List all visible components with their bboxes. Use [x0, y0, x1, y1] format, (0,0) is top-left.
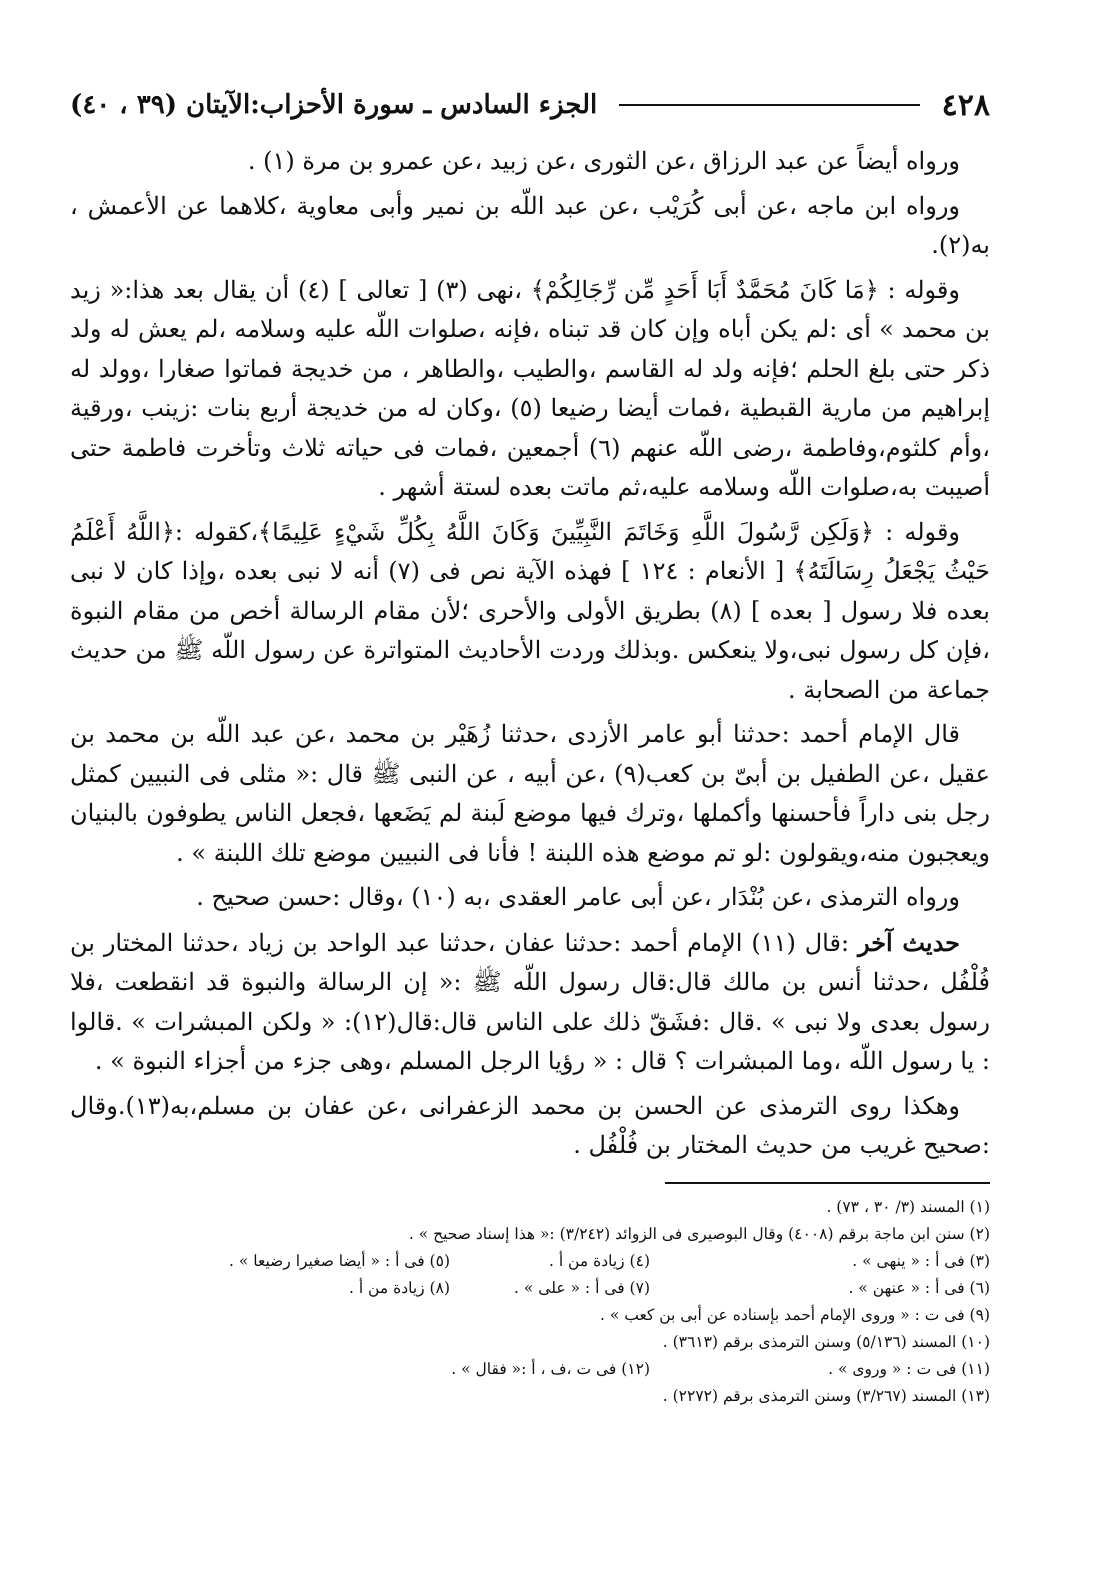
footnote-row	[70, 1356, 990, 1383]
paragraph-text: ورواه أيضاً عن عبد الرزاق ،عن الثورى ،عن زبيد ،عن عمرو بن مرة (١) .	[247, 147, 960, 175]
paragraph	[70, 271, 990, 508]
footnote: (٧) فى أ : « على » .	[514, 1279, 650, 1297]
paragraph-text: ورواه الترمذى ،عن بُنْدَار ،عن أبى عامر العقدى ،به (١٠) ،وقال :حسن صحيح .	[196, 883, 960, 911]
paragraph-text: :قال (١١) الإمام أحمد :حدثنا عفان ،حدثنا عبد الواحد بن زياد ،حدثنا المختار بن فُلْفُل ،حدثنا أنس بن مالك قال:قال رسول اللّه ﷺ :« إن الرسالة والنبوة قد انقطعت ،فلا رسول بعدى ولا نبى » .قال :فشَقّ ذلك على الناس قال:قال(١٢): « ولكن المبشرات » .قالوا : يا رسول اللّه ،وما المبشرات ؟ قال : « رؤيا الرجل المسلم ،وهى جزء من أجزاء النبوة » .	[70, 928, 990, 1075]
paragraph-text: وقوله : ﴿وَلَكِن رَّسُولَ اللَّهِ وَخَاتَمَ النَّبِيِّينَ وَكَانَ اللَّهُ بِكُلِّ شَيْءٍ عَلِيمًا﴾،كقوله :﴿اللَّهُ أَعْلَمُ حَيْثُ يَجْعَلُ رِسَالَتَهُ﴾ [ الأنعام : ١٢٤ ] فهذه الآية نص فى (٧) أنه لا نبى بعده ،وإذا كان لا نبى بعده فلا رسول [ بعده ] (٨) بطريق الأولى والأحرى ؛لأن مقام الرسالة أخص من مقام النبوة ،فإن كل رسول نبى،ولا ينعكس .وبذلك وردت الأحاديث المتواترة عن رسول اللّه ﷺ من حديث جماعة من الصحابة .	[70, 517, 991, 704]
footnote: (١٠) المسند (٥/١٣٦) وسنن الترمذى برقم (٣٦١٣) .	[662, 1333, 990, 1351]
footnote-row	[70, 1302, 990, 1329]
footnote: (٦) فى أ : « عنهن » .	[848, 1279, 990, 1297]
paragraph	[70, 715, 990, 873]
book-page	[70, 80, 990, 1410]
page-number: ٤٢٨	[941, 87, 990, 123]
footnote-row	[70, 1194, 990, 1221]
footnote: (٩) فى ت : « وروى الإمام أحمد بإسناده عن أبى بن كعب » .	[599, 1306, 990, 1324]
footnote-row	[70, 1221, 990, 1248]
footnote-row	[70, 1383, 990, 1410]
footnote: (١٣) المسند (٣/٢٦٧) وسنن الترمذى برقم (٢٢٧٢) .	[662, 1387, 990, 1405]
paragraph-text: وهكذا روى الترمذى عن الحسن بن محمد الزعفرانى ،عن عفان بن مسلم،به(١٣).وقال :صحيح غريب من حديث المختار بن فُلْفُل .	[70, 1091, 990, 1159]
paragraph	[70, 142, 990, 182]
footnote: (٨) زيادة من أ .	[348, 1279, 450, 1297]
paragraph-text: قال الإمام أحمد :حدثنا أبو عامر الأزدى ،حدثنا زُهَيْر بن محمد ،عن عبد اللّه بن محمد بن عقيل ،عن الطفيل بن أبىّ بن كعب(٩) ،عن أبيه ، عن النبى ﷺ قال :« مثلى فى النبيين كمثل رجل بنى داراً فأحسنها وأكملها ،وترك فيها موضع لَبنة لم يَضَعها ،فجعل الناس يطوفون بالبنيان ويعجبون منه،ويقولون :لو تم موضع هذه اللبنة ! فأنا فى النبيين موضع تلك اللبنة » .	[70, 720, 990, 867]
page-header	[70, 80, 990, 130]
footnote: (١) المسند (٣/ ٣٠ ، ٧٣) .	[826, 1198, 990, 1216]
footnote: (١٢) فى ت ،ف ، أ :« فقال » .	[451, 1360, 650, 1378]
footnote-row	[70, 1248, 990, 1275]
main-text	[70, 142, 990, 1166]
footnote-row	[70, 1275, 990, 1302]
footnote: (١١) فى ت : « وروى » .	[828, 1360, 990, 1378]
paragraph	[70, 923, 990, 1082]
paragraph-text: وقوله : ﴿مَا كَانَ مُحَمَّدٌ أَبَا أَحَدٍ مِّن رِّجَالِكُمْ﴾ ،نهى (٣) [ تعالى ] (٤) أن يقال بعد هذا:« زيد بن محمد » أى :لم يكن أباه وإن كان قد تبناه ،فإنه ،صلوات اللّه عليه وسلامه ،لم يعش له ولد ذكر حتى بلغ الحلم ؛فإنه ولد له القاسم ،والطيب ،والطاهر ، من خديجة فماتوا صغارا ،وولد له إبراهيم من مارية القبطية ،فمات أيضا رضيعا (٥) ،وكان له من خديجة أربع بنات :زينب ،ورقية ،وأم كلثوم،وفاطمة ،رضى اللّه عنهم (٦) أجمعين ،فمات فى حياته ثلاث وتأخرت فاطمة حتى أصيبت به،صلوات اللّه وسلامه عليه،ثم ماتت بعده لستة أشهر .	[70, 275, 990, 501]
header-rule	[619, 104, 919, 106]
footnotes	[70, 1194, 990, 1410]
running-title: الجزء السادس ـ سورة الأحزاب:الآيتان (٣٩ ، ٤٠)	[70, 90, 598, 120]
footnote: (٣) فى أ : « ينهى » .	[852, 1252, 990, 1270]
footnote-separator	[665, 1182, 990, 1184]
paragraph-lead: حديث آخر	[857, 927, 960, 957]
footnote: (٤) زيادة من أ .	[548, 1252, 650, 1270]
footnote: (٥) فى أ : « أيضا صغيرا رضيعا » .	[228, 1252, 450, 1270]
footnote-row	[70, 1329, 990, 1356]
paragraph	[70, 513, 990, 711]
paragraph	[70, 187, 990, 266]
footnote: (٢) سنن ابن ماجة برقم (٤٠٠٨) وقال البوصيرى فى الزوائد (٣/٢٤٢) :« هذا إسناد صحيح » .	[408, 1225, 990, 1243]
paragraph	[70, 1087, 990, 1166]
paragraph-text: ورواه ابن ماجه ،عن أبى كُرَيْب ،عن عبد اللّه بن نمير وأبى معاوية ،كلاهما عن الأعمش ، به(٢).	[70, 191, 990, 259]
paragraph	[70, 878, 990, 918]
